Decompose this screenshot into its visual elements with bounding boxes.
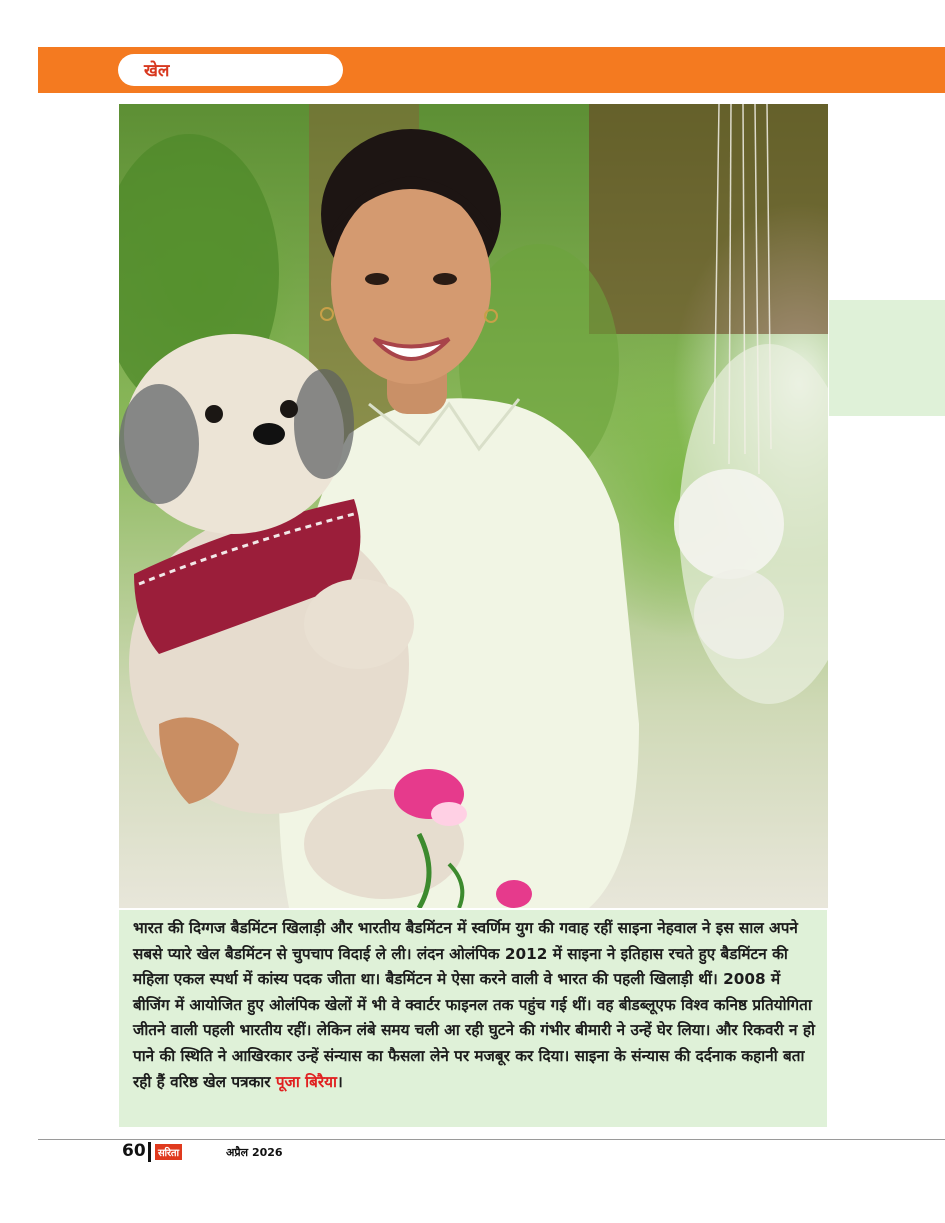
section-pill [118, 54, 343, 86]
dog-ear-right [294, 369, 354, 479]
background-wood [589, 104, 828, 334]
section-label: खेल [144, 61, 170, 81]
magazine-logo: सरिता [155, 1144, 182, 1160]
flower-ball-decoration [674, 469, 784, 579]
woman-eye-left [365, 273, 389, 285]
footer-rule [38, 1139, 945, 1140]
dog-paw-upper [304, 579, 414, 669]
side-color-tab [829, 300, 945, 416]
dog-eye-right [280, 400, 298, 418]
dog-ear-left [119, 384, 199, 504]
caption-body: भारत की दिग्गज बैडमिंटन खिलाड़ी और भारतीय बैडमिंटन में स्वर्णिम युग की गवाह रहीं साइना नेहवाल ने इस साल अपने सबसे प्यारे खेल बैडमिंटन से चुपचाप विदाई ले ली। लंदन ओलंपिक 2012 में साइना ने इतिहास रचते हुए बैडमिंटन की महिला एकल स्पर्धा में कांस्य पदक जीता था। बैडमिंटन मे ऐसा करने वाली वे भारत की पहली खिलाड़ी थीं। 2008 में बीजिंग में आयोजित हुए ओलंपिक खेलों में भी वे क्वार्टर फाइनल तक पहुंच गई थीं। वह बीडब्लूएफ विश्व कनिष्ठ प्रतियोगिता जीतने वाली पहली भारतीय रहीं। लेकिन लंबे समय चली आ रही घुटने की गंभीर बीमारी ने उन्हें घेर लिया। और रिकवरी न हो पाने की स्थिति ने आखिरकार उन्हें संन्यास का फैसला लेने पर मजबूर कर दिया। साइना के संन्यास की दर्दनाक कहानी बता रही हैं वरिष्ठ खेल पत्रकार [133, 919, 815, 1091]
dog-nose [253, 423, 285, 445]
photo-illustration [119, 104, 828, 908]
caption-box [119, 910, 827, 1127]
woman-eye-right [433, 273, 457, 285]
dog-eye-left [205, 405, 223, 423]
page-number: 60 [122, 1141, 146, 1161]
footer-divider [148, 1142, 151, 1162]
feature-photo [119, 104, 828, 908]
caption-text [133, 916, 817, 1095]
issue-date: अप्रैल 2026 [226, 1146, 283, 1159]
caption-end: । [336, 1072, 343, 1091]
caption-author: पूजा बिरैया [275, 1072, 337, 1091]
flower-ball-lower [694, 569, 784, 659]
